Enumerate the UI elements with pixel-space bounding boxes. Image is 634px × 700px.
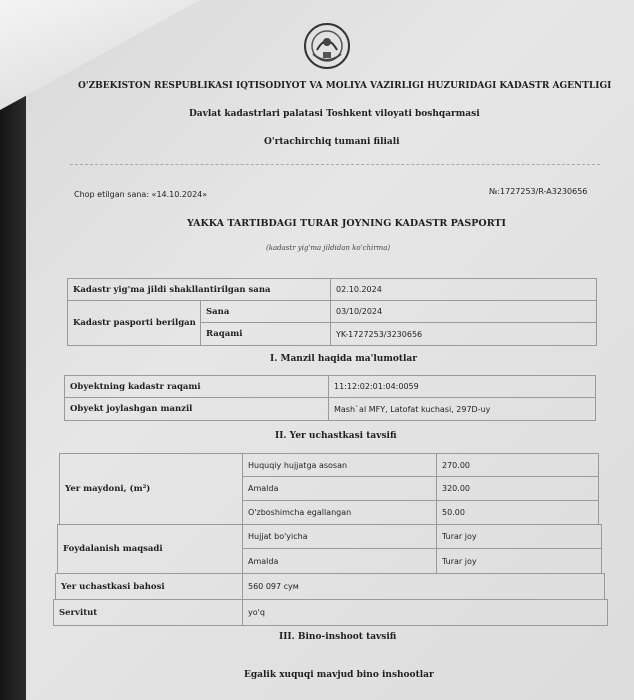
area-row-label: O'zboshimcha egallangan [242, 500, 437, 525]
document-number: №:1727253/R-A3230656 [489, 187, 588, 196]
chamber-title: Davlat kadastrlari palatasi Toshkent viloyati boshqarmasi [189, 109, 480, 119]
area-row-label: Huquqiy hujjatga asosan [242, 453, 437, 477]
section-3-subtitle: Egalik xuquqi mavjud bino inshootlar [244, 670, 434, 680]
passport-issued-label: Kadastr pasporti berilgan [67, 300, 201, 346]
agency-title: O'ZBEKISTON RESPUBLIKASI IQTISODIYOT VA MOLIYA VAZIRLIGI HUZURIDAGI KADASTR AGENTLIGI [78, 81, 612, 91]
issue-date-label: Sana [200, 300, 331, 323]
print-date: Chop etilgan sana: «14.10.2024» [74, 190, 208, 199]
section-2-title: II. Yer uchastkasi tavsifi [275, 431, 397, 441]
land-price-value: 560 097 сум [242, 573, 605, 600]
passport-number-value: YK-1727253/3230656 [330, 322, 597, 346]
cadastral-number-value: 11:12:02:01:04:0059 [328, 375, 596, 398]
document-subtitle: (kadastr yig'ma jildidan ko'chirma) [266, 244, 391, 252]
purpose-row-label: Amalda [242, 548, 437, 574]
page-curl [0, 0, 200, 110]
area-row-value: 320.00 [436, 476, 599, 501]
branch-title: O'rtachirchiq tumani filiali [264, 137, 400, 147]
address-value: Mash`al MFY, Latofat kuchasi, 297D-uy [328, 397, 596, 421]
header-divider [70, 164, 600, 165]
land-price-label: Yer uchastkasi bahosi [55, 573, 243, 600]
area-row-value: 270.00 [436, 453, 599, 477]
passport-number-label: Raqami [200, 322, 331, 346]
issue-date-value: 03/10/2024 [330, 300, 597, 323]
purpose-row-label: Hujjat bo'yicha [242, 524, 437, 549]
formation-date-value: 02.10.2024 [330, 278, 597, 301]
land-area-label: Yer maydoni, (m²) [59, 453, 243, 525]
state-emblem-icon [303, 22, 351, 70]
background-edge [0, 90, 26, 700]
section-1-title: I. Manzil haqida ma'lumotlar [270, 354, 417, 364]
area-row-value: 50.00 [436, 500, 599, 525]
purpose-row-value: Turar joy [436, 524, 602, 549]
usage-purpose-label: Foydalanish maqsadi [57, 524, 243, 574]
cadastral-number-label: Obyektning kadastr raqami [64, 375, 329, 398]
section-3-title: III. Bino-inshoot tavsifi [279, 632, 397, 642]
area-row-label: Amalda [242, 476, 437, 501]
purpose-row-value: Turar joy [436, 548, 602, 574]
address-label: Obyekt joylashgan manzil [64, 397, 329, 421]
servitude-label: Servitut [53, 599, 243, 626]
servitude-value: yo'q [242, 599, 608, 626]
document-title: YAKKA TARTIBDAGI TURAR JOYNING KADASTR PASPORTI [187, 218, 506, 229]
formation-date-label: Kadastr yig'ma jildi shakllantirilgan sana [67, 278, 331, 301]
